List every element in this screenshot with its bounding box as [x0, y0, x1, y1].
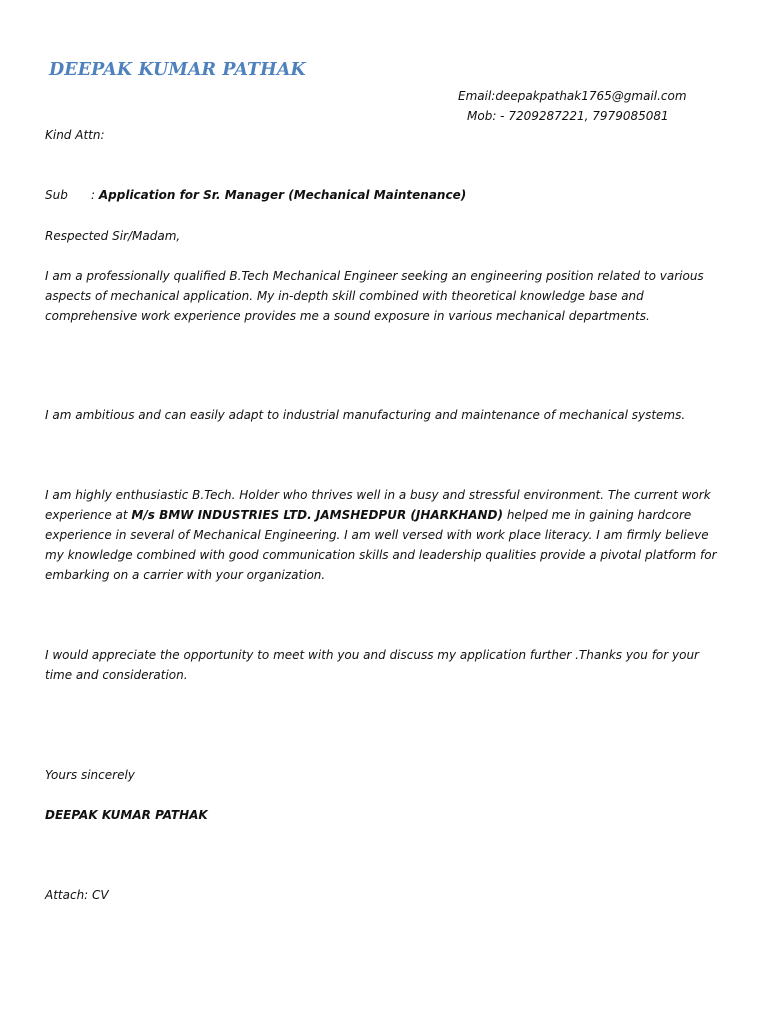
- signature-name-text: DEEPAK KUMAR PATHAK: [45, 808, 208, 822]
- attachment-note: Attach: CV: [45, 888, 109, 902]
- signature-name: [45, 805, 208, 825]
- salutation: Respected Sir/Madam,: [45, 229, 181, 243]
- email-text: Email:deepakpathak1765@gmail.com: [458, 89, 687, 103]
- company-name: M/s BMW INDUSTRIES LTD. JAMSHEDPUR (JHARKHAND): [131, 508, 504, 522]
- attention-line: Kind Attn:: [45, 128, 105, 142]
- subject-line: [45, 185, 466, 205]
- subject-label: Sub: [45, 188, 68, 202]
- paragraph-experience: [45, 485, 725, 585]
- paragraph-qualification: I am a professionally qualified B.Tech Mechanical Engineer seeking an engineering position related to various aspects of mechanical application. My in-depth skill combined with theoretical knowledge base and comprehensive work experience provides me a sound exposure in various mechanical departments.: [45, 269, 704, 323]
- paragraph-closing-request: I would appreciate the opportunity to meet with you and discuss my application further .Thanks you for your time and consideration.: [45, 648, 699, 682]
- subject-text: Application for Sr. Manager (Mechanical Maintenance): [98, 188, 467, 202]
- experience-text-start: I am highly enthusiastic B.Tech. Holder who thrives well in a busy and stressful environment. The current work experience at: [45, 488, 711, 522]
- experience-text-end: helped me in gaining hardcore experience in several of Mechanical Engineering. I am well versed with work place literacy. I am firmly believe my knowledge combined with good communication skills and leadership qualities provide a pivotal platform for embarking on a carrier with your organization.: [45, 508, 717, 582]
- subject-separator: :: [91, 188, 99, 202]
- mobile-text: Mob: - 7209287221, 7979085081: [467, 108, 669, 123]
- sender-name-heading: DEEPAK KUMAR PATHAK: [49, 60, 306, 80]
- contact-block: [458, 87, 687, 126]
- paragraph-ambition: I am ambitious and can easily adapt to industrial manufacturing and maintenance of mechanical systems.: [45, 408, 686, 422]
- closing-line: Yours sincerely: [45, 768, 135, 782]
